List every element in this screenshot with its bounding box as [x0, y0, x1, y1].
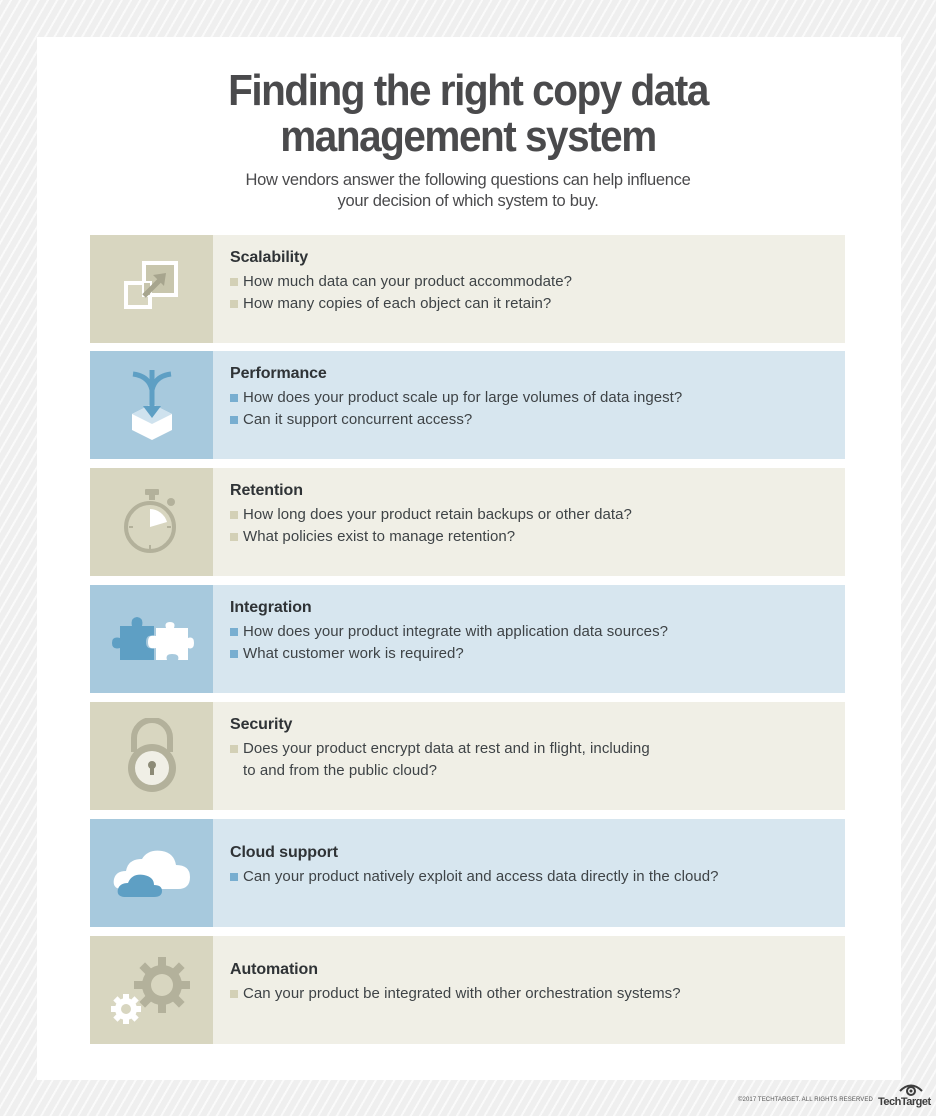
page-title: [37, 68, 898, 160]
bullet-square-icon: [230, 394, 238, 402]
row-title: Cloud support: [230, 844, 339, 861]
bullet-square-icon: [230, 650, 238, 658]
row-scalability: [90, 235, 845, 343]
row-title: Scalability: [230, 249, 309, 266]
bullet-square-icon: [230, 300, 238, 308]
bullet-square-icon: [230, 990, 238, 998]
gears-icon: [90, 936, 213, 1044]
bullet-item: How long does your product retain backups or other data?: [230, 504, 845, 526]
bullet-item: Can your product natively exploit and access data directly in the cloud?: [230, 866, 845, 888]
row-security: [90, 702, 845, 810]
subtitle: [0, 170, 936, 212]
bullet-square-icon: [230, 511, 238, 519]
merge-arrow-into-box-icon: [90, 351, 213, 459]
row-performance: [90, 351, 845, 459]
row-title: Automation: [230, 961, 318, 978]
bullet-item: How many copies of each object can it retain?: [230, 293, 845, 315]
row-retention: [90, 468, 845, 576]
bullet-square-icon: [230, 533, 238, 541]
row-title: Retention: [230, 482, 303, 499]
row-cloud-support: [90, 819, 845, 927]
row-title: Integration: [230, 599, 312, 616]
brand-name: TechTarget: [878, 1096, 931, 1108]
bullet-item: Can it support concurrent access?: [230, 409, 845, 431]
stopwatch-icon: [90, 468, 213, 576]
bullet-item: What customer work is required?: [230, 643, 845, 665]
bullet-item: What policies exist to manage retention?: [230, 526, 845, 548]
bullet-square-icon: [230, 873, 238, 881]
bullet-square-icon: [230, 628, 238, 636]
scale-up-squares-icon: [90, 235, 213, 343]
bullet-item: How does your product scale up for large volumes of data ingest?: [230, 387, 845, 409]
clouds-icon: [90, 819, 213, 927]
bullet-item: How much data can your product accommodate?: [230, 271, 845, 293]
bullet-item: How does your product integrate with application data sources?: [230, 621, 845, 643]
bullet-item: Does your product encrypt data at rest and in flight, including to and from the public cloud?: [230, 738, 845, 782]
bullet-square-icon: [230, 278, 238, 286]
subtitle-line-1: How vendors answer the following questions can help influence: [245, 171, 691, 189]
title-line-2: management system: [280, 112, 656, 161]
bullet-square-icon: [230, 745, 238, 753]
puzzle-pieces-icon: [90, 585, 213, 693]
bullet-square-icon: [230, 416, 238, 424]
padlock-icon: [90, 702, 213, 810]
techtarget-logo: [878, 1082, 931, 1110]
title-line-1: Finding the right copy data: [228, 66, 708, 115]
row-title: Performance: [230, 365, 327, 382]
copyright-notice: ©2017 TECHTARGET. ALL RIGHTS RESERVED: [738, 1097, 873, 1103]
subtitle-line-2: your decision of which system to buy.: [337, 192, 599, 210]
bullet-item: Can your product be integrated with other orchestration systems?: [230, 983, 845, 1005]
row-automation: [90, 936, 845, 1044]
row-title: Security: [230, 716, 293, 733]
row-integration: [90, 585, 845, 693]
eye-icon: [898, 1082, 924, 1096]
